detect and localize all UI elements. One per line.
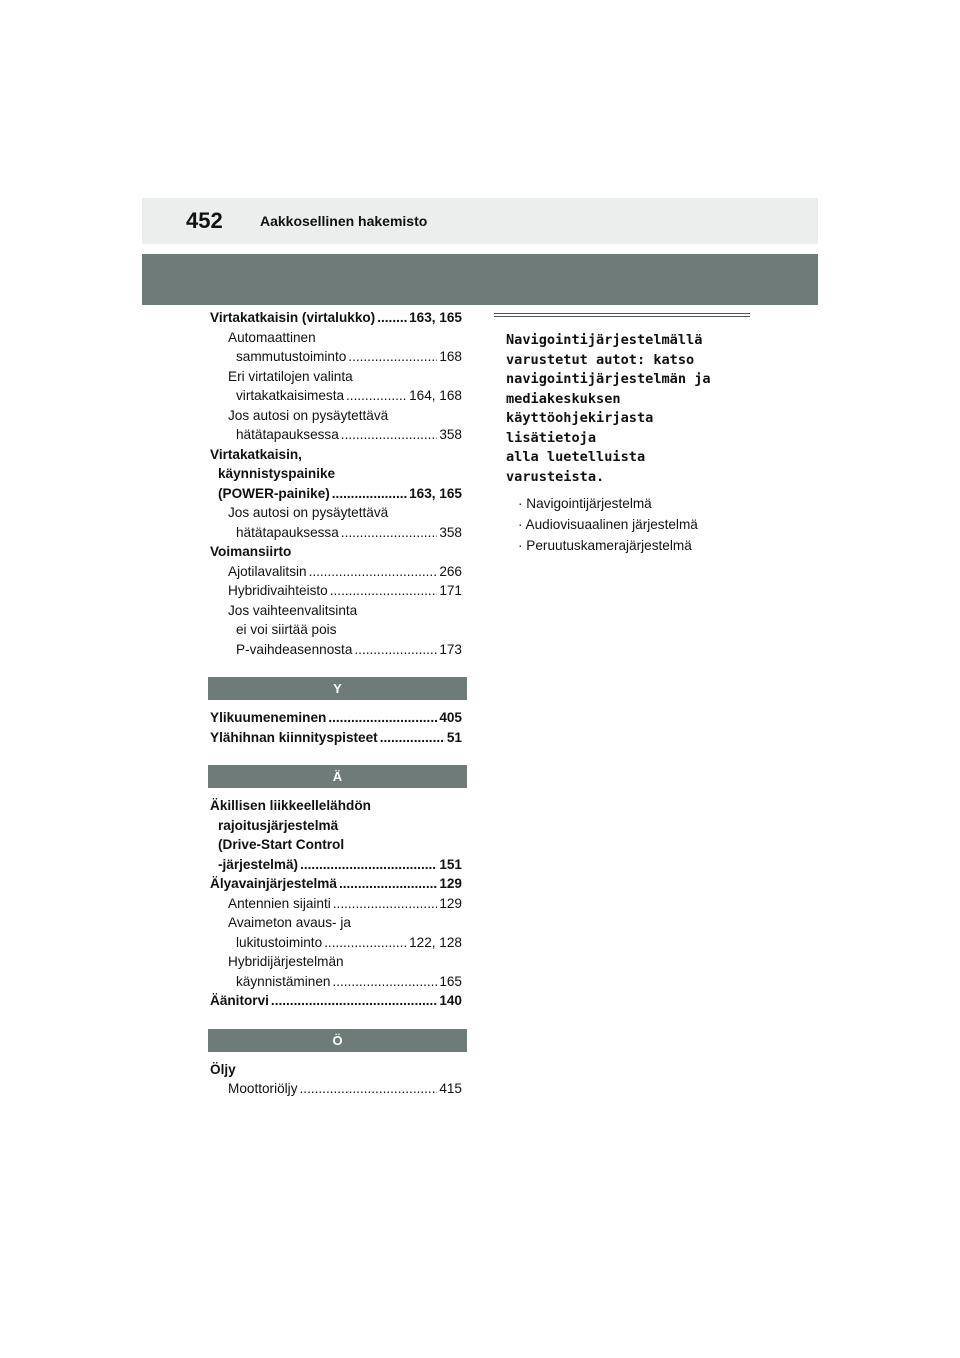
index-term: Ylikuumeneminen (210, 710, 327, 725)
note-list (494, 493, 750, 556)
index-entry-line (228, 347, 462, 367)
page-reference: 163, 165 (409, 310, 462, 325)
index-entry-line (210, 708, 462, 728)
index-entry-line (228, 933, 462, 953)
index-term: Jos vaihteenvalitsinta (228, 602, 358, 618)
page-reference: 165 (439, 973, 462, 989)
index-term: käynnistäminen (236, 973, 331, 989)
section-header-y: Y (208, 677, 467, 700)
index-term: Antennien sijainti (228, 895, 331, 911)
note-heading-line: alla luetelluista varusteista. (506, 449, 646, 485)
index-entry (210, 445, 462, 504)
index-term: Hybridivaihteisto (228, 583, 328, 598)
page-reference: 163, 165 (409, 485, 462, 501)
index-entry-line (228, 523, 462, 543)
index-block-v (210, 308, 462, 659)
index-term: Avaimeton avaus- ja (228, 915, 351, 930)
dot-leader (346, 386, 407, 406)
page-reference: 173 (439, 641, 462, 657)
dot-leader (354, 640, 437, 660)
note-heading-line: Navigointijärjestelmällä (506, 332, 703, 348)
index-term: Älyavainjärjestelmä (210, 876, 337, 891)
index-term: hätätapauksessa (236, 524, 339, 540)
dot-leader (328, 708, 437, 728)
navigation-note (494, 313, 750, 556)
index-term: hätätapauksessa (236, 427, 339, 442)
index-term: Automaattinen (228, 329, 316, 345)
index-term: -järjestelmä) (218, 856, 299, 872)
page-reference: 151 (439, 856, 462, 872)
page-reference: 168 (439, 349, 462, 364)
index-entry (210, 562, 462, 582)
index-entry-line (210, 874, 462, 894)
index-entry (210, 542, 462, 562)
section-header-oe: Ö (208, 1029, 467, 1052)
dot-leader (380, 728, 445, 748)
note-heading-line: varustetut autot: katso (506, 351, 695, 368)
index-entry (210, 874, 462, 894)
index-term: Ajotilavalitsin (228, 563, 307, 579)
index-entry-line (210, 728, 462, 748)
section-header-ae: Ä (208, 765, 467, 788)
index-entry (210, 308, 462, 328)
index-term: Moottoriöljy (228, 1081, 298, 1096)
note-heading (494, 331, 750, 487)
index-term: Virtakatkaisin, (210, 446, 302, 462)
index-entry-line (228, 1079, 462, 1099)
page-number: 452 (186, 208, 223, 233)
page-reference: 358 (439, 427, 462, 442)
index-entry-line (228, 972, 462, 992)
index-entry-line (228, 386, 462, 406)
dot-leader (339, 874, 437, 894)
index-term: (POWER-painike) (218, 485, 330, 501)
index-term: Ylähihnan kiinnityspisteet (210, 729, 378, 745)
list-item: · Navigointijärjestelmä (518, 496, 652, 511)
index-entry (210, 913, 462, 952)
index-entry-line (210, 484, 462, 504)
dot-leader (309, 562, 438, 582)
page-reference: 164, 168 (409, 388, 462, 403)
dot-leader (341, 523, 438, 543)
page-reference: 129 (439, 895, 462, 911)
index-term: Jos autosi on pysäytettävä (228, 505, 389, 520)
note-heading-line: käyttöohjekirjasta lisätietoja (506, 410, 654, 446)
index-block-ae (210, 796, 462, 1011)
index-term: Eri virtatilojen valinta (228, 368, 353, 384)
index-term: Voimansiirto (210, 544, 292, 559)
index-entry (210, 406, 462, 445)
index-entry (210, 796, 462, 874)
dot-leader (330, 581, 438, 601)
index-entry-line (228, 581, 462, 601)
list-item: · Peruutuskamerajärjestelmä (518, 538, 692, 553)
index-entry (210, 894, 462, 914)
index-term: sammutustoiminto (236, 349, 347, 364)
page-reference: 405 (439, 710, 462, 725)
index-term: Äänitorvi (210, 993, 269, 1008)
index-entry (210, 328, 462, 367)
page-reference: 140 (439, 993, 462, 1008)
index-entry (210, 991, 462, 1011)
index-entry (210, 728, 462, 748)
index-entry (210, 367, 462, 406)
dot-leader (341, 425, 438, 445)
header-band (142, 254, 818, 305)
dot-leader (300, 1079, 438, 1099)
page-reference: 266 (439, 563, 462, 579)
index-entry (210, 503, 462, 542)
dot-leader (300, 855, 437, 875)
page-reference: 51 (446, 729, 462, 745)
index-term: Virtakatkaisin (virtalukko) (210, 310, 376, 325)
index-entry-line (228, 425, 462, 445)
index-entry-line (210, 308, 462, 328)
dot-leader (348, 347, 437, 367)
index-term: (Drive-Start Control (218, 837, 345, 852)
list-item: · Audiovisuaalinen järjestelmä (518, 517, 698, 532)
note-heading-line: mediakeskuksen (506, 390, 621, 407)
index-entry-line (228, 894, 462, 914)
page-reference: 415 (439, 1081, 462, 1096)
page-reference: 358 (439, 524, 462, 540)
index-term: käynnistyspainike (218, 466, 336, 481)
index-block-y (210, 708, 462, 747)
index-term: Jos autosi on pysäytettävä (228, 407, 389, 423)
dot-leader (377, 308, 407, 328)
dot-leader (324, 933, 407, 953)
double-rule (494, 313, 750, 317)
page-header (142, 198, 818, 244)
index-term: Öljy (210, 1061, 236, 1077)
index-entry (210, 581, 462, 601)
index-entry (210, 1060, 462, 1080)
index-term: virtakatkaisimesta (236, 388, 345, 403)
dot-leader (332, 972, 437, 992)
index-entry (210, 1079, 462, 1099)
dot-leader (271, 991, 437, 1011)
index-block-oe (210, 1060, 462, 1099)
index-term: ei voi siirtää pois (236, 622, 337, 637)
index-entry (210, 601, 462, 660)
page-reference: 122, 128 (409, 934, 462, 950)
index-column (210, 308, 462, 1099)
page-title: Aakkosellinen hakemisto (260, 213, 428, 229)
index-entry-line (210, 855, 462, 875)
page-reference: 171 (439, 583, 462, 598)
index-entry (210, 708, 462, 728)
dot-leader (332, 484, 407, 504)
index-term: Äkillisen liikkeellelähdön (210, 798, 371, 813)
index-term: P-vaihdeasennosta (236, 641, 353, 657)
page-reference: 129 (439, 876, 462, 891)
index-entry-line (228, 562, 462, 582)
index-entry-line (228, 640, 462, 660)
dot-leader (333, 894, 438, 914)
index-term: Hybridijärjestelmän (228, 954, 344, 969)
index-entry (210, 952, 462, 991)
index-term: rajoitusjärjestelmä (218, 817, 339, 833)
index-term: lukitustoiminto (236, 934, 323, 950)
index-entry-line (210, 991, 462, 1011)
note-heading-line: navigointijärjestelmän ja (506, 371, 711, 387)
